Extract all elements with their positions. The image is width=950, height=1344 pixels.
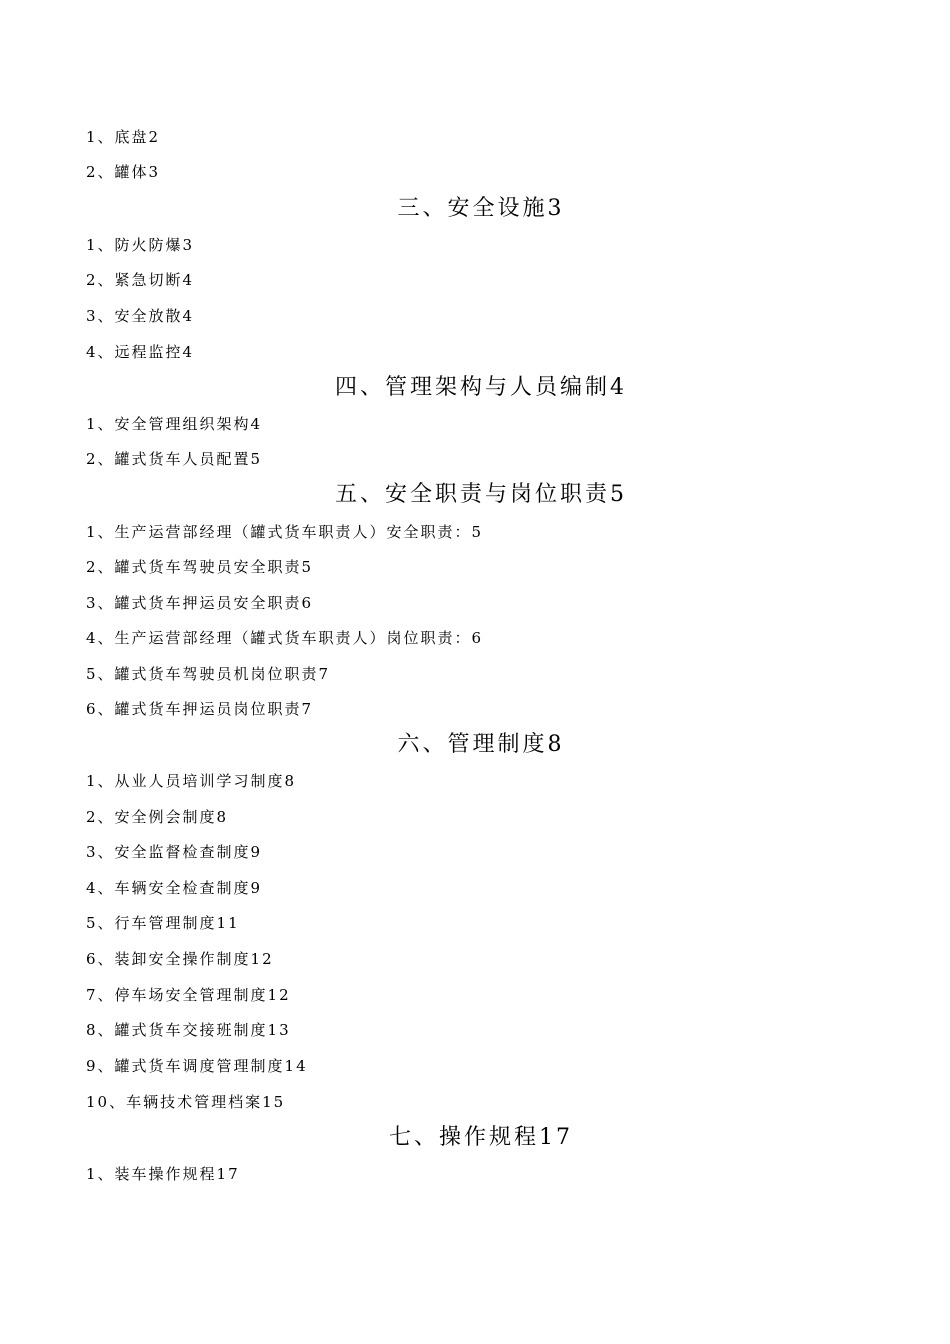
toc-entry: 8、罐式货车交接班制度13 (86, 1021, 291, 1039)
toc-entry: 1、底盘2 (86, 128, 161, 146)
toc-entry: 1、生产运营部经理（罐式货车职责人）安全职责：5 (86, 523, 484, 541)
toc-section-heading: 五、安全职责与岗位职责5 (335, 482, 627, 507)
toc-entry: 2、罐体3 (86, 163, 161, 181)
toc-section-heading: 三、安全设施3 (397, 196, 565, 221)
toc-entry: 4、生产运营部经理（罐式货车职责人）岗位职责：6 (86, 629, 484, 647)
toc-entry: 4、车辆安全检查制度9 (86, 879, 263, 897)
toc-entry: 6、罐式货车押运员岗位职责7 (86, 700, 314, 718)
toc-section-heading: 七、操作规程17 (389, 1125, 573, 1150)
toc-entry: 2、紧急切断4 (86, 271, 195, 289)
toc-entry: 2、安全例会制度8 (86, 808, 229, 826)
toc-entry: 1、从业人员培训学习制度8 (86, 772, 297, 790)
toc-entry: 5、行车管理制度11 (86, 914, 240, 932)
toc-section-heading: 六、管理制度8 (397, 732, 565, 757)
toc-entry: 3、罐式货车押运员安全职责6 (86, 594, 314, 612)
toc-entry: 1、安全管理组织架构4 (86, 415, 263, 433)
toc-entry: 5、罐式货车驾驶员机岗位职责7 (86, 665, 331, 683)
toc-entry: 3、安全放散4 (86, 307, 195, 325)
toc-entry: 1、防火防爆3 (86, 236, 195, 254)
toc-entry: 3、安全监督检查制度9 (86, 843, 263, 861)
toc-entry: 9、罐式货车调度管理制度14 (86, 1057, 308, 1075)
toc-entry: 2、罐式货车人员配置5 (86, 450, 263, 468)
toc-section-heading: 四、管理架构与人员编制4 (335, 375, 627, 400)
toc-entry: 4、远程监控4 (86, 343, 195, 361)
toc-entry: 7、停车场安全管理制度12 (86, 986, 291, 1004)
toc-entry: 2、罐式货车驾驶员安全职责5 (86, 558, 314, 576)
toc-entry: 1、装车操作规程17 (86, 1165, 240, 1183)
toc-entry: 10、车辆技术管理档案15 (86, 1093, 286, 1111)
toc-entry: 6、装卸安全操作制度12 (86, 950, 274, 968)
